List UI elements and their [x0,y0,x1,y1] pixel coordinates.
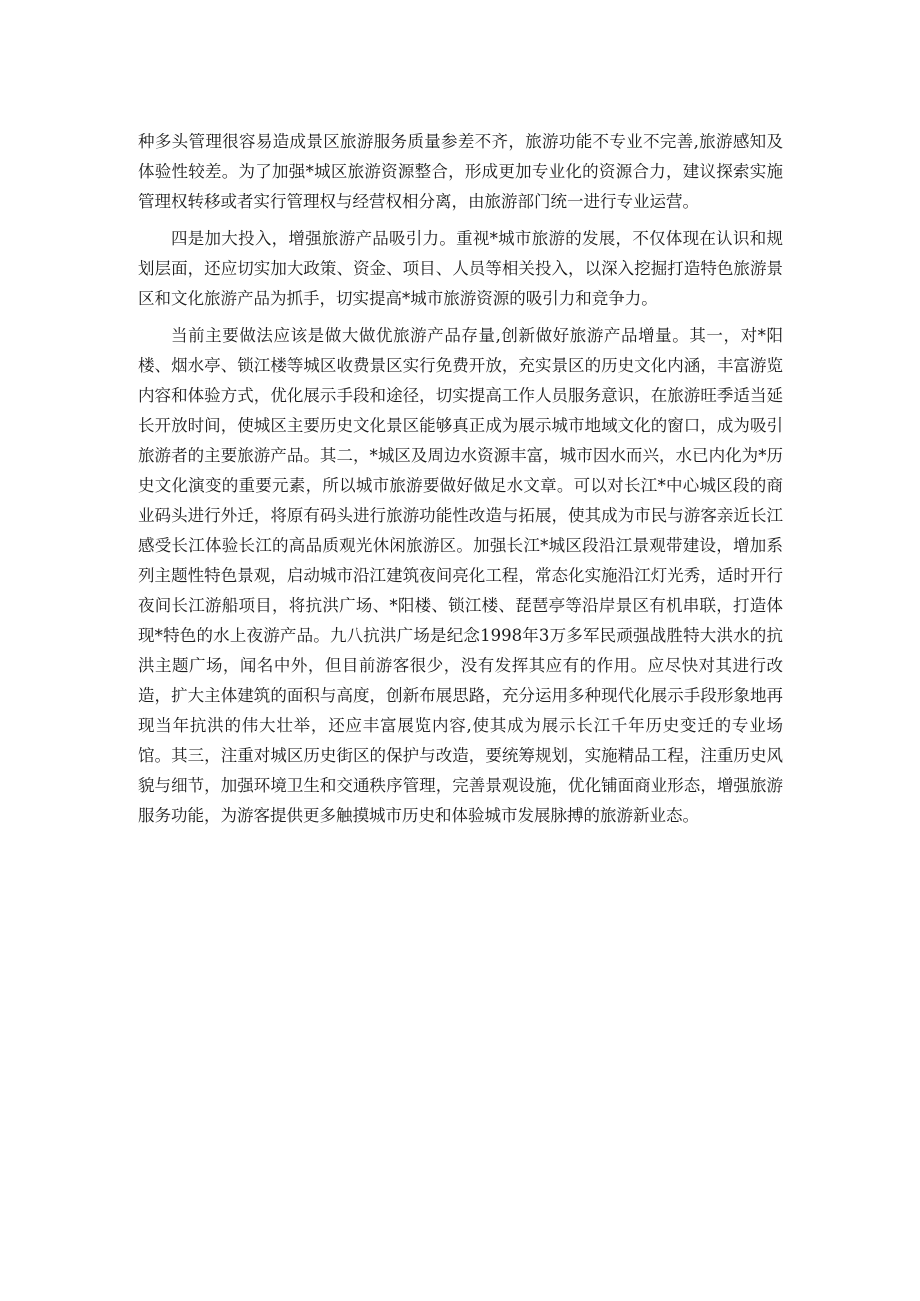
paragraph-continued: 种多头管理很容易造成景区旅游服务质量参差不齐，旅游功能不专业不完善,旅游感知及体验性较差。为了加强*城区旅游资源整合，形成更加专业化的资源合力，建议探索实施管理权转移或者实行管理权与经营权相分离，由旅游部门统一进行专业运营。 [138,132,783,211]
document-body [138,127,783,838]
paragraph-increase-investment: 四是加大投入，增强旅游产品吸引力。重视*城市旅游的发展，不仅体现在认识和规划层面，还应切实加大政策、资金、项目、人员等相关投入，以深入挖掘打造特色旅游景区和文化旅游产品为抓手，切实提高*城市旅游资源的吸引力和竞争力。 [138,229,783,308]
paragraph-current-measures: 当前主要做法应该是做大做优旅游产品存量,创新做好旅游产品增量。其一，对*阳楼、烟水亭、锁江楼等城区收费景区实行免费开放，充实景区的历史文化内涵，丰富游览内容和体验方式，优化展示手段和途径，切实提高工作人员服务意识，在旅游旺季适当延长开放时间，使城区主要历史文化景区能够真正成为展示城市地域文化的窗口，成为吸引旅游者的主要旅游产品。其二，*城区及周边水资源丰富，城市因水而兴，水已内化为*历史文化演变的重要元素，所以城市旅游要做好做足水文章。可以对长江*中心城区段的商业码头进行外迁，将原有码头进行旅游功能性改造与拓展，使其成为市民与游客亲近长江感受长江体验长江的高品质观光休闲旅游区。加强长江*城区段沿江景观带建设，增加系列主题性特色景观，启动城市沿江建筑夜间亮化工程，常态化实施沿江灯光秀，适时开行夜间长江游船项目，将抗洪广场、*阳楼、锁江楼、琵琶亭等沿岸景区有机串联，打造体现*特色的水上夜游产品。九八抗洪广场是纪念1998年3万多军民顽强战胜特大洪水的抗洪主题广场，闻名中外，但目前游客很少，没有发挥其应有的作用。应尽快对其进行改造，扩大主体建筑的面积与高度，创新布展思路，充分运用多种现代化展示手段形象地再现当年抗洪的伟大壮举，还应丰富展览内容,使其成为展示长江千年历史变迁的专业场馆。其三，注重对城区历史街区的保护与改造，要统筹规划，实施精品工程，注重历史风貌与细节，加强环境卫生和交通秩序管理，完善景观设施，优化铺面商业形态，增强旅游服务功能，为游客提供更多触摸城市历史和体验城市发展脉搏的旅游新业态。 [138,326,783,825]
